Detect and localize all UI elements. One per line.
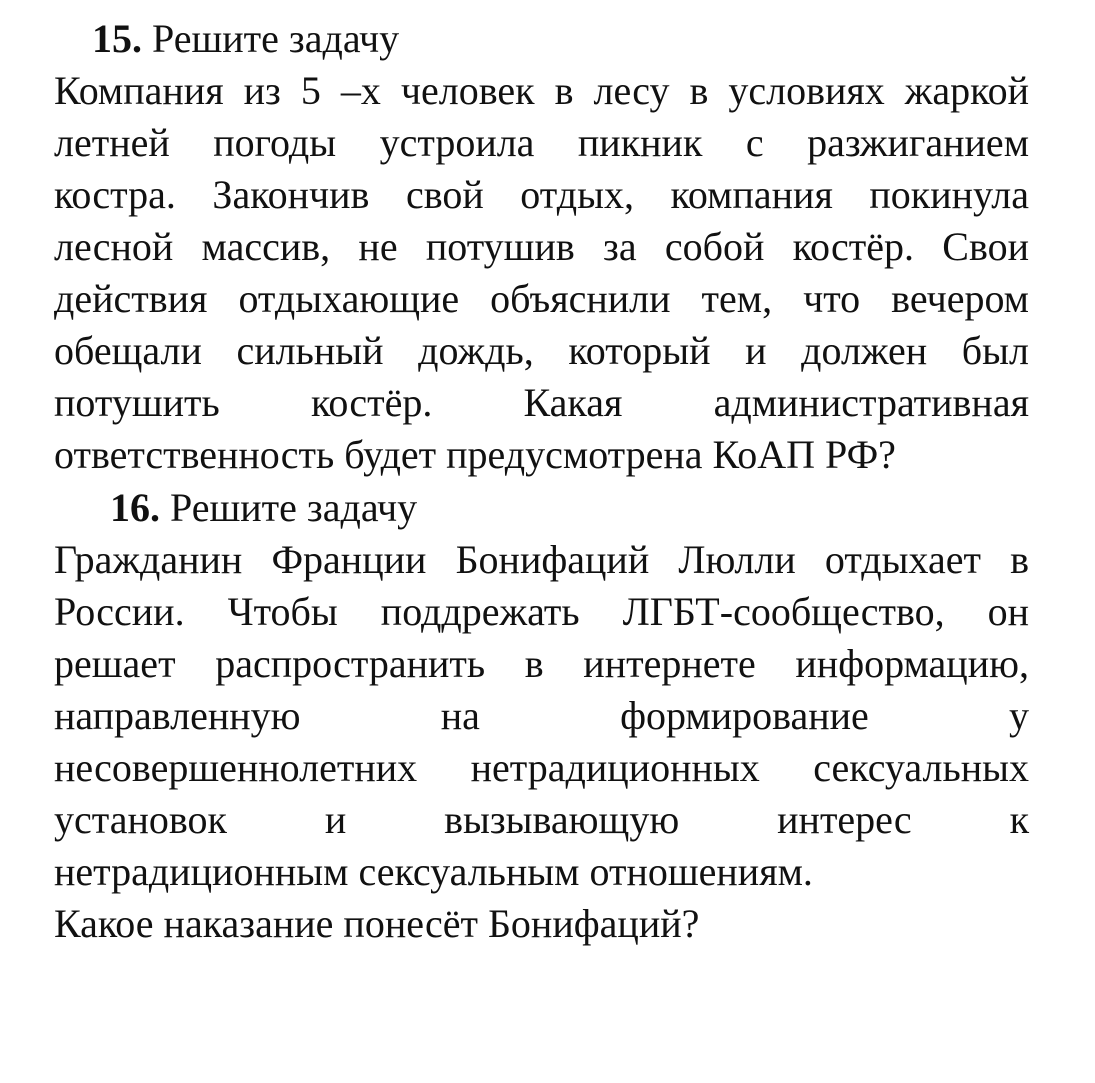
task-15-title: Решите задачу: [152, 16, 400, 61]
text-line: ответственность будет предусмотрена КоАП РФ?: [54, 432, 896, 477]
text-line: Компания из 5 –х человек в лесу в условиях жаркой: [54, 68, 1029, 113]
text-line: несовершеннолетних нетрадиционных сексуальных: [54, 745, 1029, 790]
text-line: обещали сильный дождь, который и должен был: [54, 328, 1029, 373]
task-15-heading: [92, 13, 399, 65]
task-15-number: 15.: [92, 16, 142, 61]
text-line: костра. Закончив свой отдых, компания покинула: [54, 172, 1029, 217]
text-line: решает распространить в интернете информацию,: [54, 641, 1029, 686]
text-line: действия отдыхающие объяснили тем, что вечером: [54, 276, 1029, 321]
text-line: потушить костёр. Какая административная: [54, 380, 1029, 425]
text-line: Гражданин Франции Бонифаций Люлли отдыхает в: [54, 537, 1029, 582]
task-16-text: [54, 534, 1029, 950]
task-16-title: Решите задачу: [170, 485, 418, 530]
text-line: установок и вызывающую интерес к: [54, 797, 1029, 842]
task-15-text: [54, 65, 1029, 481]
text-line: лесной массив, не потушив за собой костёр. Свои: [54, 224, 1029, 269]
text-line: России. Чтобы поддрежать ЛГБТ-сообщество, он: [54, 589, 1029, 634]
text-line: направленную на формирование у: [54, 693, 1029, 738]
task-16-number: 16.: [110, 485, 160, 530]
task-16-heading: [110, 482, 417, 534]
text-line: Какое наказание понесёт Бонифаций?: [54, 901, 700, 946]
text-line: нетрадиционным сексуальным отношениям.: [54, 849, 813, 894]
text-line: летней погоды устроила пикник с разжиганием: [54, 120, 1029, 165]
